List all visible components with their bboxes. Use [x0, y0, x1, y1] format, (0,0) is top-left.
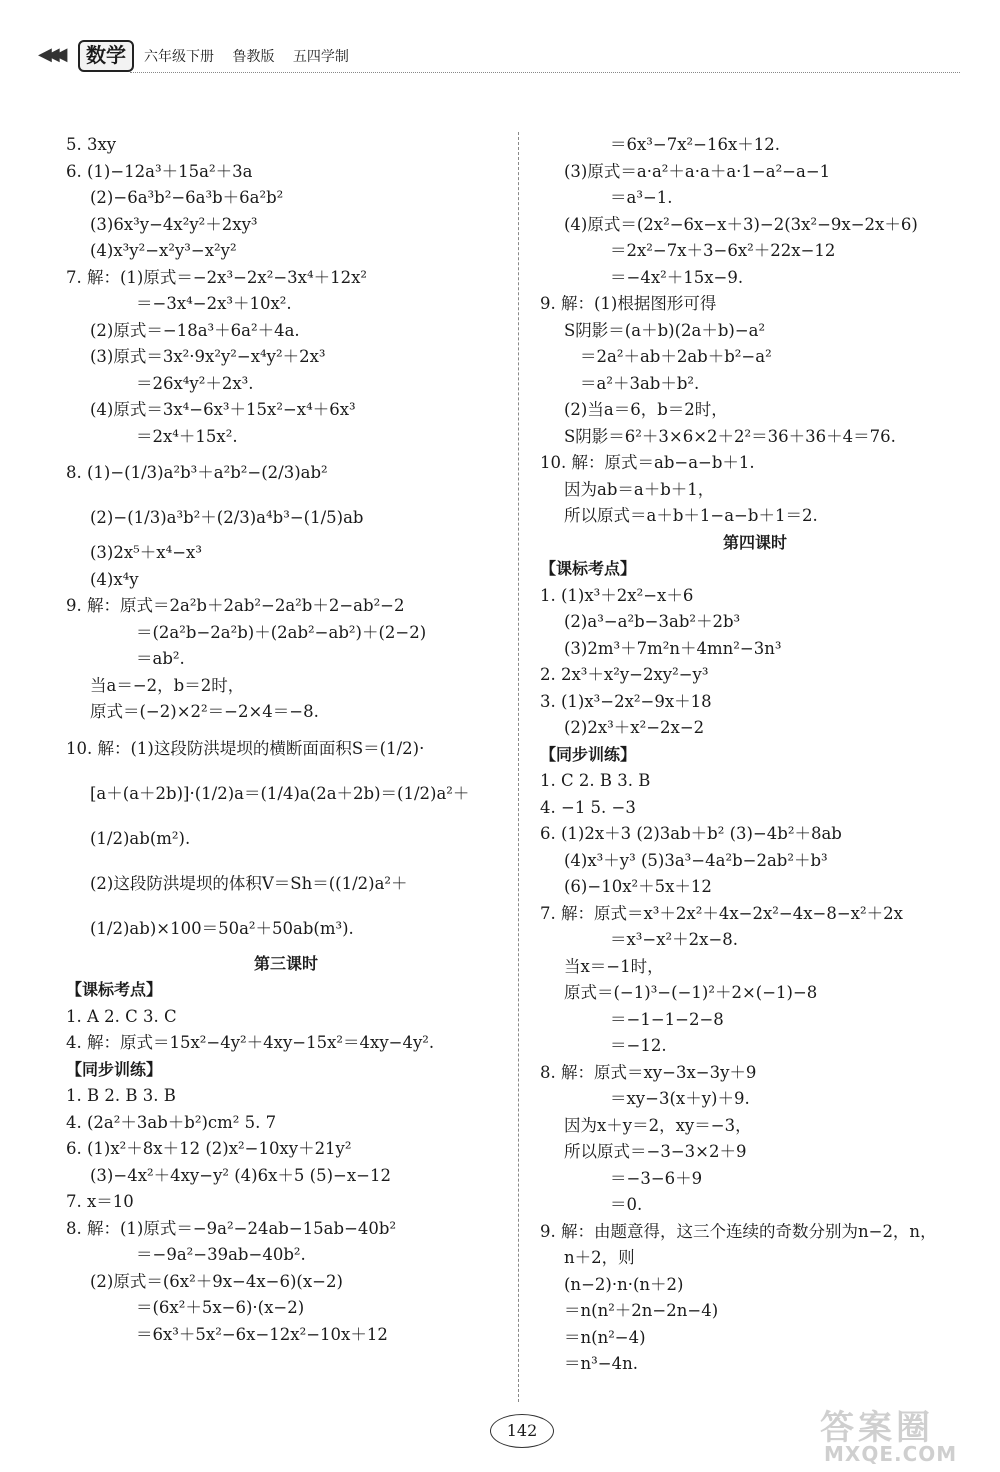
answer-line: 8. 解：(1)原式＝−9a²−24ab−15ab−40b² [66, 1218, 397, 1238]
grade-label: 六年级下册 [144, 49, 214, 65]
answer-line: (3)原式＝3x²·9x²y²−x⁴y²＋2x³ [90, 347, 326, 366]
answer-line: 8. 解：原式＝xy−3x−3y＋9 [540, 1062, 757, 1082]
answer-line: ＝6x³−7x²−16x＋12. [610, 135, 781, 154]
answer-line: (1/2)ab)×100＝50a²＋50ab(m³). [90, 918, 354, 938]
answer-line: ＝26x⁴y²＋2x³. [136, 373, 254, 393]
column-divider [518, 132, 519, 1402]
answer-line: 9. 解：原式＝2a²b＋2ab²−2a²b＋2−ab²−2 [66, 596, 405, 615]
answer-line: ＝ab². [136, 649, 185, 668]
answer-line: (4)原式＝(2x²−6x−x＋3)−2(3x²−9x−2x＋6) [564, 214, 918, 234]
system-label: 五四学制 [292, 49, 349, 65]
answer-line: (4)x³y²−x²y³−x²y² [90, 241, 237, 260]
watermark-logo [800, 1400, 990, 1466]
answer-line: 因为ab＝a＋b＋1， [564, 479, 715, 499]
answer-line: 8. (1)−(1/3)a²b³＋a²b²−(2/3)ab² [66, 463, 328, 482]
answer-line: (2)2x³＋x²−2x−2 [564, 718, 705, 737]
answer-line: ＝a³−1. [610, 188, 673, 207]
answer-line: ＝−9a²−39ab−40b². [136, 1245, 306, 1264]
answer-line: n＋2，则 [564, 1248, 635, 1267]
answer-line: (2)−(1/3)a³b²＋(2/3)a⁴b³−(1/5)ab [90, 508, 364, 527]
section-title: 第四课时 [722, 532, 787, 552]
answer-line: ＝2x⁴＋15x². [136, 426, 238, 446]
answer-line: 10. 解：(1)这段防洪堤坝的横断面面积S＝(1/2)· [66, 738, 425, 758]
answer-line: 所以原式＝−3−3×2＋9 [564, 1142, 747, 1161]
subject-badge: 数学 [78, 40, 134, 72]
answer-line: ＝a²＋3ab＋b². [580, 373, 700, 393]
answer-line: (3)2m³＋7m²n＋4mn²−3n³ [564, 638, 782, 658]
answer-line: ＝(6x²＋5x−6)·(x−2) [136, 1298, 305, 1317]
answer-line: (1/2)ab(m²). [90, 828, 191, 848]
left-column [66, 132, 506, 1348]
answer-line: ＝−12. [610, 1036, 667, 1055]
answer-line: (2)−6a³b²−6a³b＋6a²b² [90, 188, 284, 207]
answer-line: 10. 解：原式＝ab−a−b＋1. [540, 453, 755, 472]
answer-line: 9. 解：(1)根据图形可得 [540, 294, 717, 313]
answer-line: (3)2x⁵＋x⁴−x³ [90, 543, 202, 562]
answer-line: ＝(2a²b−2a²b)＋(2ab²−ab²)＋(2−2) [136, 622, 427, 642]
answer-line: ＝−3−6＋9 [610, 1168, 703, 1188]
answer-line: (4)x⁴y [90, 569, 139, 589]
answer-line: (2)原式＝(6x²＋9x−4x−6)(x−2) [90, 1271, 343, 1291]
answer-line: 1. A 2. C 3. C [66, 1006, 177, 1026]
answer-line: (2)这段防洪堤坝的体积V＝Sh＝((1/2)a²＋ [90, 873, 408, 893]
answer-line: ＝2a²＋ab＋2ab＋b²−a² [580, 347, 772, 366]
answer-line: 当a＝−2，b＝2时， [90, 675, 245, 695]
answer-line: 4. −1 5. −3 [540, 797, 636, 817]
answer-line: ＝n(n²−4) [564, 1327, 646, 1347]
answer-line: 2. 2x³＋x²y−2xy²−y³ [540, 665, 709, 684]
answer-line: 7. 解：原式＝x³＋2x²＋4x−2x²−4x−8−x²＋2x [540, 903, 903, 923]
section-tag: 【同步训练】 [540, 744, 637, 764]
answer-line: 1. B 2. B 3. B [66, 1086, 176, 1105]
answer-line: (4)x³＋y³ (5)3a³−4a²b−2ab²＋b³ [564, 850, 828, 870]
answer-line: (2)当a＝6，b＝2时， [564, 400, 728, 419]
answer-line: 4. 解：原式＝15x²−4y²＋4xy−15x²＝4xy−4y². [66, 1033, 435, 1052]
answer-line: ＝n(n²＋2n−2n−4) [564, 1301, 719, 1320]
answer-line: 因为x＋y＝2，xy＝−3， [564, 1115, 752, 1135]
answer-line: (3)−4x²＋4xy−y² (4)6x＋5 (5)−x−12 [90, 1165, 391, 1185]
watermark-text: 答案圈 [820, 1408, 934, 1448]
edition-label: 鲁教版 [232, 49, 275, 65]
section-title: 第三课时 [253, 953, 318, 973]
answer-line: S阴影＝6²＋3×6×2＋2²＝36＋36＋4＝76. [564, 426, 896, 446]
answer-line: 6. (1)x²＋8x＋12 (2)x²−10xy＋21y² [66, 1139, 352, 1158]
answer-line: [a＋(a＋2b)]·(1/2)a＝(1/4)a(2a＋2b)＝(1/2)a²＋ [90, 783, 470, 803]
answer-line: ＝n³−4n. [564, 1354, 638, 1373]
answer-line: 原式＝(−1)³−(−1)²＋2×(−1)−8 [564, 983, 818, 1002]
header-info [144, 46, 363, 66]
answer-line: 1. C 2. B 3. B [540, 771, 651, 790]
answer-line: 6. (1)2x＋3 (2)3ab＋b² (3)−4b²＋8ab [540, 824, 842, 843]
answer-line: ＝0. [610, 1195, 643, 1214]
answer-line: 4. (2a²＋3ab＋b²)cm² 5. 7 [66, 1112, 277, 1132]
answer-line: S阴影＝(a＋b)(2a＋b)−a² [564, 320, 766, 340]
answer-line: 原式＝(−2)×2²＝−2×4＝−8. [90, 702, 319, 721]
answer-line: (2)a³−a²b−3ab²＋2b³ [564, 612, 741, 631]
answer-line: 7. x＝10 [66, 1192, 134, 1211]
answer-line: 6. (1)−12a³＋15a²＋3a [66, 161, 253, 181]
watermark-url: MXQE.COM [824, 1442, 958, 1466]
back-arrows-icon: ◀◀◀ [38, 44, 62, 65]
section-tag: 【同步训练】 [66, 1059, 163, 1079]
page-header [38, 38, 963, 78]
answer-line: ＝−3x⁴−2x³＋10x². [136, 294, 292, 313]
answer-line: (6)−10x²＋5x＋12 [564, 877, 712, 896]
answer-line: 3. (1)x³−2x²−9x＋18 [540, 691, 712, 711]
answer-line: ＝6x³＋5x²−6x−12x²−10x＋12 [136, 1324, 388, 1344]
answer-line: 5. 3xy [66, 135, 117, 154]
answer-line: ＝x³−x²＋2x−8. [610, 930, 739, 949]
answer-line: (3)原式＝a·a²＋a·a＋a·1−a²−a−1 [564, 161, 831, 181]
answer-line: (3)6x³y−4x²y²＋2xy³ [90, 214, 258, 234]
answer-line: 当x＝−1时， [564, 956, 664, 976]
section-tag: 【课标考点】 [540, 559, 637, 578]
answer-line: (n−2)·n·(n＋2) [564, 1274, 684, 1294]
answer-line: ＝−4x²＋15x−9. [610, 267, 744, 287]
answer-line: 所以原式＝a＋b＋1−a−b＋1＝2. [564, 506, 818, 525]
header-rule [130, 72, 960, 73]
answer-line: (4)原式＝3x⁴−6x³＋15x²−x⁴＋6x³ [90, 400, 356, 419]
answer-line: (2)原式＝−18a³＋6a²＋4a. [90, 320, 300, 340]
answer-line: ＝2x²−7x＋3−6x²＋22x−12 [610, 241, 836, 260]
answer-line: 1. (1)x³＋2x²−x＋6 [540, 585, 694, 605]
page-number: 142 [490, 1414, 554, 1448]
right-column [540, 132, 970, 1378]
answer-line: ＝−1−1−2−8 [610, 1009, 724, 1029]
answer-line: 7. 解：(1)原式＝−2x³−2x²−3x⁴＋12x² [66, 267, 368, 287]
section-tag: 【课标考点】 [66, 980, 163, 999]
answer-line: 9. 解：由题意得，这三个连续的奇数分别为n−2，n， [540, 1221, 937, 1241]
answer-line: ＝xy−3(x＋y)＋9. [610, 1089, 750, 1108]
